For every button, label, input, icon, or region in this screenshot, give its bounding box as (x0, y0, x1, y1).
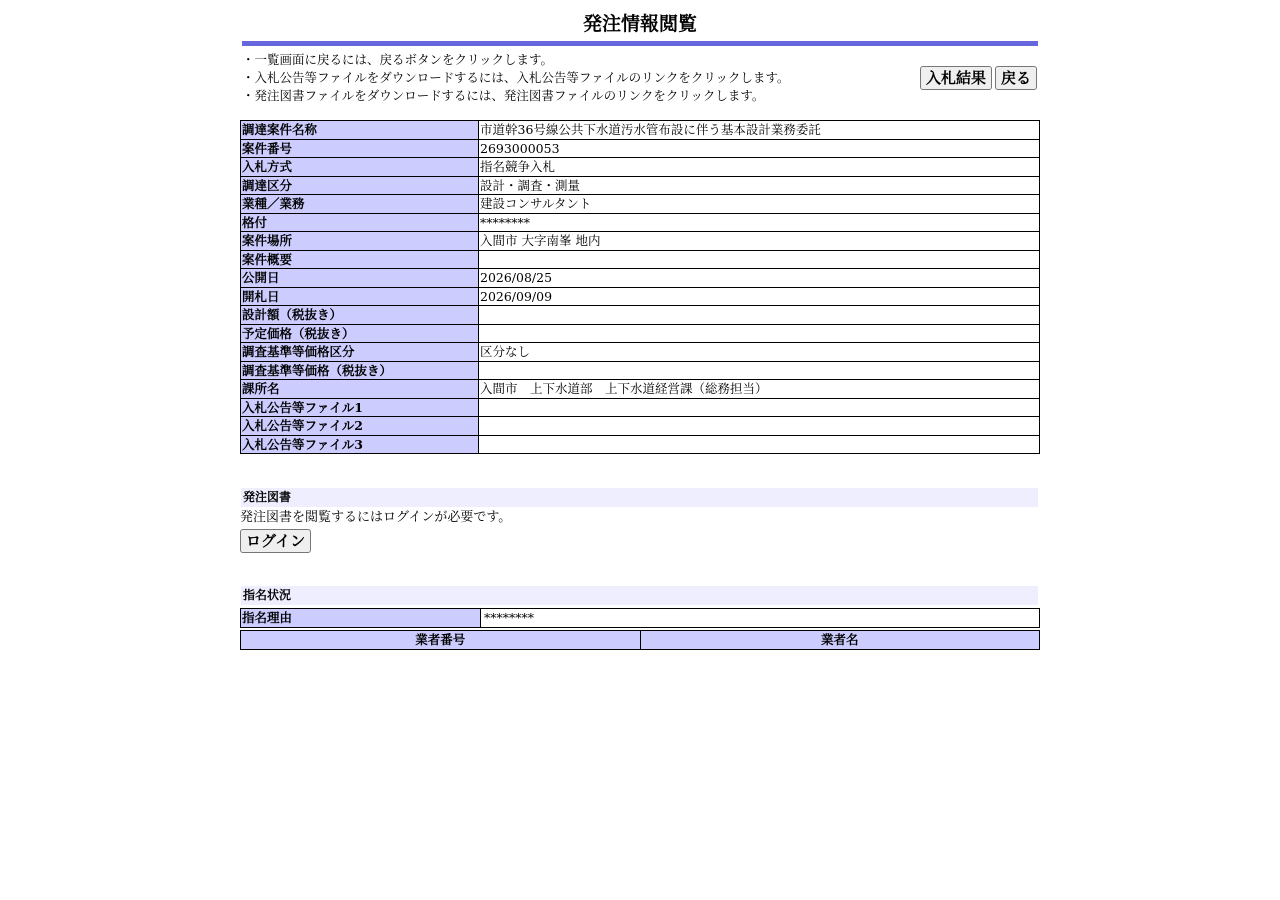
field-value (479, 250, 1040, 269)
field-value (479, 435, 1040, 454)
field-value (479, 324, 1040, 343)
field-value: ******** (479, 213, 1040, 232)
field-label: 入札方式 (241, 158, 479, 177)
field-label: 案件番号 (241, 139, 479, 158)
table-row (241, 380, 1040, 399)
instruction-line: ・発注図書ファイルをダウンロードするには、発注図書ファイルのリンクをクリックします。 (242, 88, 765, 103)
field-label: 格付 (241, 213, 479, 232)
field-label: 業種／業務 (241, 195, 479, 214)
table-row (241, 139, 1040, 158)
field-value: 指名競争入札 (479, 158, 1040, 177)
instruction-line: ・一覧画面に戻るには、戻るボタンをクリックします。 (242, 52, 554, 67)
column-header-vendor-number: 業者番号 (241, 631, 641, 650)
field-value (479, 417, 1040, 436)
field-label: 調査基準等価格（税抜き） (241, 361, 479, 380)
nomination-heading: 指名状況 (241, 586, 1038, 605)
field-label: 調査基準等価格区分 (241, 343, 479, 362)
bid-result-button[interactable]: 入札結果 (920, 66, 992, 90)
field-label: 入札公告等ファイル1 (241, 398, 479, 417)
field-label: 案件概要 (241, 250, 479, 269)
table-row (241, 269, 1040, 288)
table-row (241, 435, 1040, 454)
page-container (240, 0, 1040, 650)
table-row (241, 121, 1040, 140)
login-button[interactable]: ログイン (240, 529, 311, 553)
field-value: 2026/09/09 (479, 287, 1040, 306)
top-button-group (920, 66, 1037, 90)
field-value: 区分なし (479, 343, 1040, 362)
field-value (479, 398, 1040, 417)
field-label: 予定価格（税抜き） (241, 324, 479, 343)
field-label: 案件場所 (241, 232, 479, 251)
field-value: 入間市 上下水道部 上下水道経営課（総務担当） (479, 380, 1040, 399)
table-row (241, 213, 1040, 232)
instruction-list (242, 51, 789, 105)
instructions-area (242, 46, 1038, 112)
table-row (241, 195, 1040, 214)
case-info-table (240, 120, 1040, 454)
nomination-reason-table (240, 608, 1040, 628)
field-value: 入間市 大字南峯 地内 (479, 232, 1040, 251)
vendor-table-header (241, 631, 1040, 650)
field-label: 設計額（税抜き） (241, 306, 479, 325)
field-label: 公開日 (241, 269, 479, 288)
field-label: 入札公告等ファイル2 (241, 417, 479, 436)
table-row (241, 609, 1040, 628)
table-row (241, 398, 1040, 417)
field-value: 建設コンサルタント (479, 195, 1040, 214)
field-label: 開札日 (241, 287, 479, 306)
field-value (479, 306, 1040, 325)
back-button[interactable]: 戻る (995, 66, 1037, 90)
field-value: 2026/08/25 (479, 269, 1040, 288)
table-row (241, 306, 1040, 325)
ordering-docs-heading: 発注図書 (241, 488, 1038, 507)
table-row (241, 361, 1040, 380)
table-row (241, 250, 1040, 269)
table-row (241, 324, 1040, 343)
login-required-note: 発注図書を閲覧するにはログインが必要です。 (240, 510, 512, 525)
table-row (241, 232, 1040, 251)
table-row (241, 176, 1040, 195)
field-value: 市道幹36号線公共下水道汚水管布設に伴う基本設計業務委託 (479, 121, 1040, 140)
field-label: 調達区分 (241, 176, 479, 195)
field-label: 入札公告等ファイル3 (241, 435, 479, 454)
instruction-line: ・入札公告等ファイルをダウンロードするには、入札公告等ファイルのリンクをクリックします。 (242, 70, 790, 85)
field-value: 設計・調査・測量 (479, 176, 1040, 195)
nomination-reason-label: 指名理由 (241, 609, 481, 628)
nomination-reason-value: ******** (481, 609, 1040, 628)
field-label: 調達案件名称 (241, 121, 479, 140)
vendor-table (240, 630, 1040, 650)
table-row (241, 343, 1040, 362)
field-value: 2693000053 (479, 139, 1040, 158)
field-label: 課所名 (241, 380, 479, 399)
field-value (479, 361, 1040, 380)
table-row (241, 417, 1040, 436)
column-header-vendor-name: 業者名 (640, 631, 1040, 650)
table-row (241, 287, 1040, 306)
page-title: 発注情報閲覧 (582, 13, 697, 35)
table-row (241, 158, 1040, 177)
